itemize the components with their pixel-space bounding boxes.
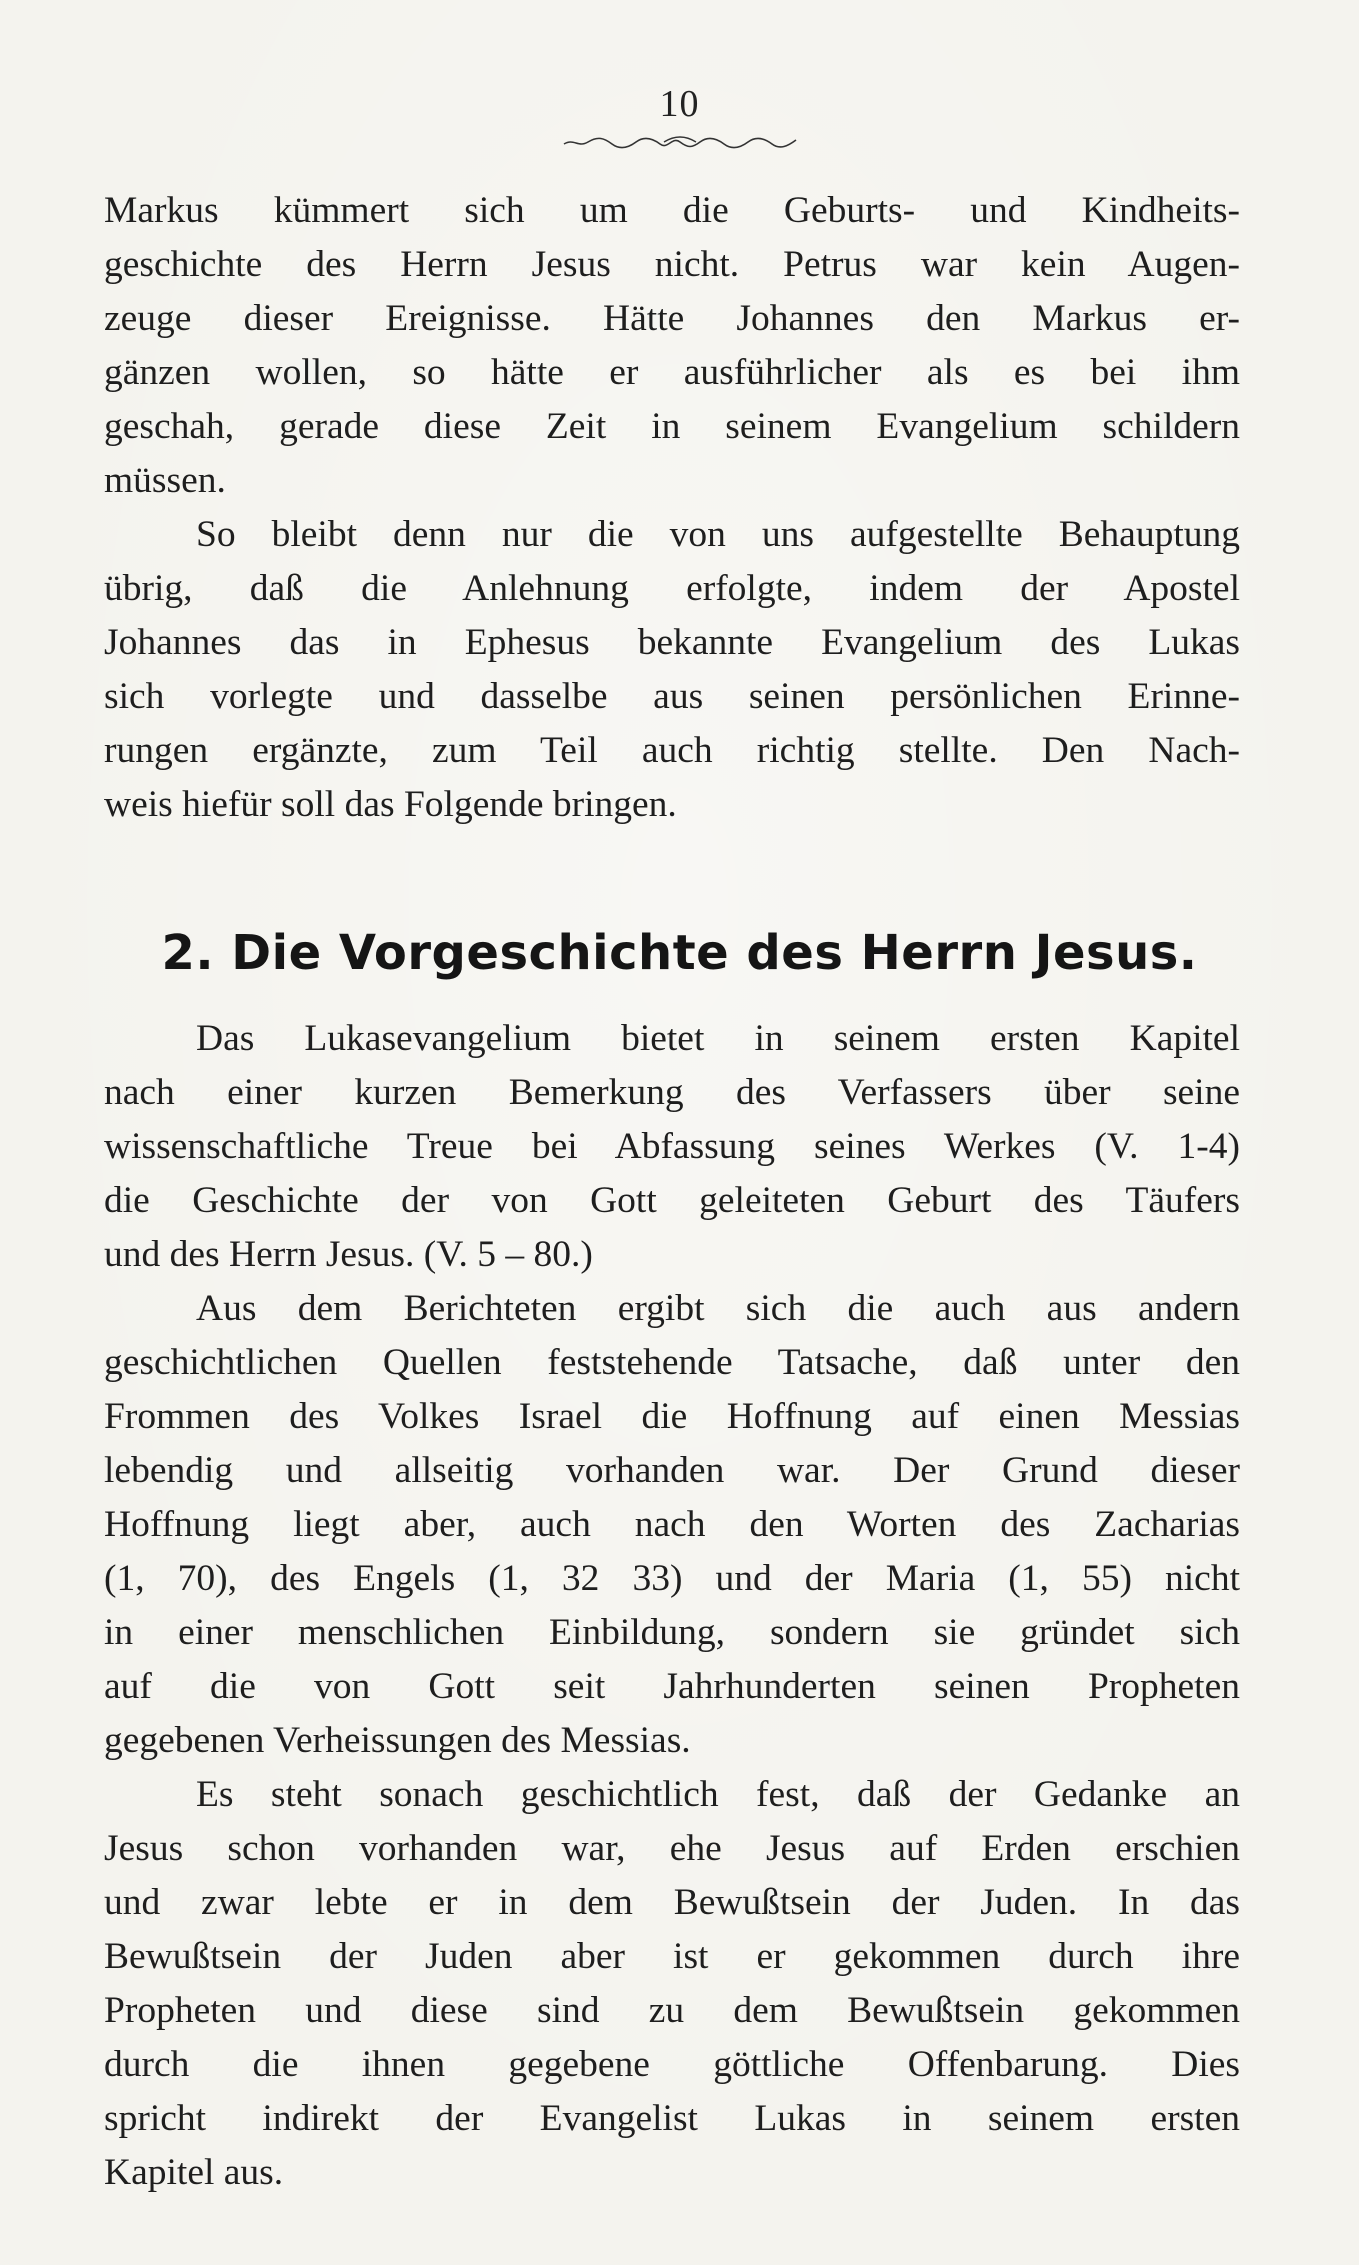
page-number: 10 — [659, 83, 700, 125]
text-line: nach einer kurzen Bemerkung des Verfassers über seine — [104, 1072, 1240, 1113]
text-line: wissenschaftliche Treue bei Abfassung seines Werkes (V. 1-4) — [104, 1126, 1240, 1167]
text-line: Hoffnung liegt aber, auch nach den Worten des Zacharias — [104, 1504, 1240, 1545]
text-line: geschichte des Herrn Jesus nicht. Petrus war kein Augen- — [104, 244, 1240, 285]
text-line: die Geschichte der von Gott geleiteten Geburt des Täufers — [104, 1180, 1240, 1221]
section-heading: 2. Die Vorgeschichte des Herrn Jesus. — [161, 925, 1198, 981]
paragraph-section-1 — [104, 184, 1240, 832]
text-line: geschichtlichen Quellen feststehende Tatsache, daß unter den — [104, 1342, 1240, 1383]
text-line: und zwar lebte er in dem Bewußtsein der Juden. In das — [104, 1882, 1240, 1923]
text-line: in einer menschlichen Einbildung, sondern sie gründet sich — [104, 1612, 1240, 1653]
text-line: Frommen des Volkes Israel die Hoffnung auf einen Messias — [104, 1396, 1240, 1437]
text-line: geschah, gerade diese Zeit in seinem Evangelium schildern — [104, 406, 1240, 447]
text-line: gegebenen Verheissungen des Messias. — [104, 1720, 691, 1761]
text-line: Kapitel aus. — [104, 2152, 284, 2193]
text-line: Aus dem Berichteten ergibt sich die auch aus andern — [196, 1288, 1240, 1329]
text-line: und des Herrn Jesus. (V. 5 – 80.) — [104, 1234, 593, 1275]
text-line: Markus kümmert sich um die Geburts- und Kindheits- — [104, 190, 1240, 231]
text-line: durch die ihnen gegebene göttliche Offenbarung. Dies — [104, 2044, 1240, 2085]
paragraph-section-2 — [104, 1012, 1240, 2200]
text-line: lebendig und allseitig vorhanden war. Der Grund dieser — [104, 1450, 1240, 1491]
text-line: auf die von Gott seit Jahrhunderten seinen Propheten — [104, 1666, 1240, 1707]
text-line: Bewußtsein der Juden aber ist er gekommen durch ihre — [104, 1936, 1240, 1977]
text-line: weis hiefür soll das Folgende bringen. — [104, 784, 677, 825]
text-line: Propheten und diese sind zu dem Bewußtsein gekommen — [104, 1990, 1240, 2031]
text-line: Es steht sonach geschichtlich fest, daß der Gedanke an — [196, 1774, 1240, 1815]
text-line: Jesus schon vorhanden war, ehe Jesus auf Erden erschien — [104, 1828, 1240, 1869]
text-line: sich vorlegte und dasselbe aus seinen persönlichen Erinne- — [104, 676, 1240, 717]
text-line: gänzen wollen, so hätte er ausführlicher als es bei ihm — [104, 352, 1240, 393]
text-line: übrig, daß die Anlehnung erfolgte, indem der Apostel — [104, 568, 1240, 609]
text-line: spricht indirekt der Evangelist Lukas in seinem ersten — [104, 2098, 1240, 2139]
text-line: (1, 70), des Engels (1, 32 33) und der Maria (1, 55) nicht — [104, 1558, 1240, 1599]
text-line: zeuge dieser Ereignisse. Hätte Johannes den Markus er- — [104, 298, 1240, 339]
text-line: Das Lukasevangelium bietet in seinem ersten Kapitel — [196, 1018, 1240, 1059]
text-line: So bleibt denn nur die von uns aufgestellte Behauptung — [196, 514, 1240, 555]
text-line: müssen. — [104, 460, 226, 501]
ornament-flourish-icon — [560, 130, 800, 152]
text-line: Johannes das in Ephesus bekannte Evangelium des Lukas — [104, 622, 1240, 663]
page-header — [0, 82, 1359, 152]
text-line: rungen ergänzte, zum Teil auch richtig stellte. Den Nach- — [104, 730, 1240, 771]
